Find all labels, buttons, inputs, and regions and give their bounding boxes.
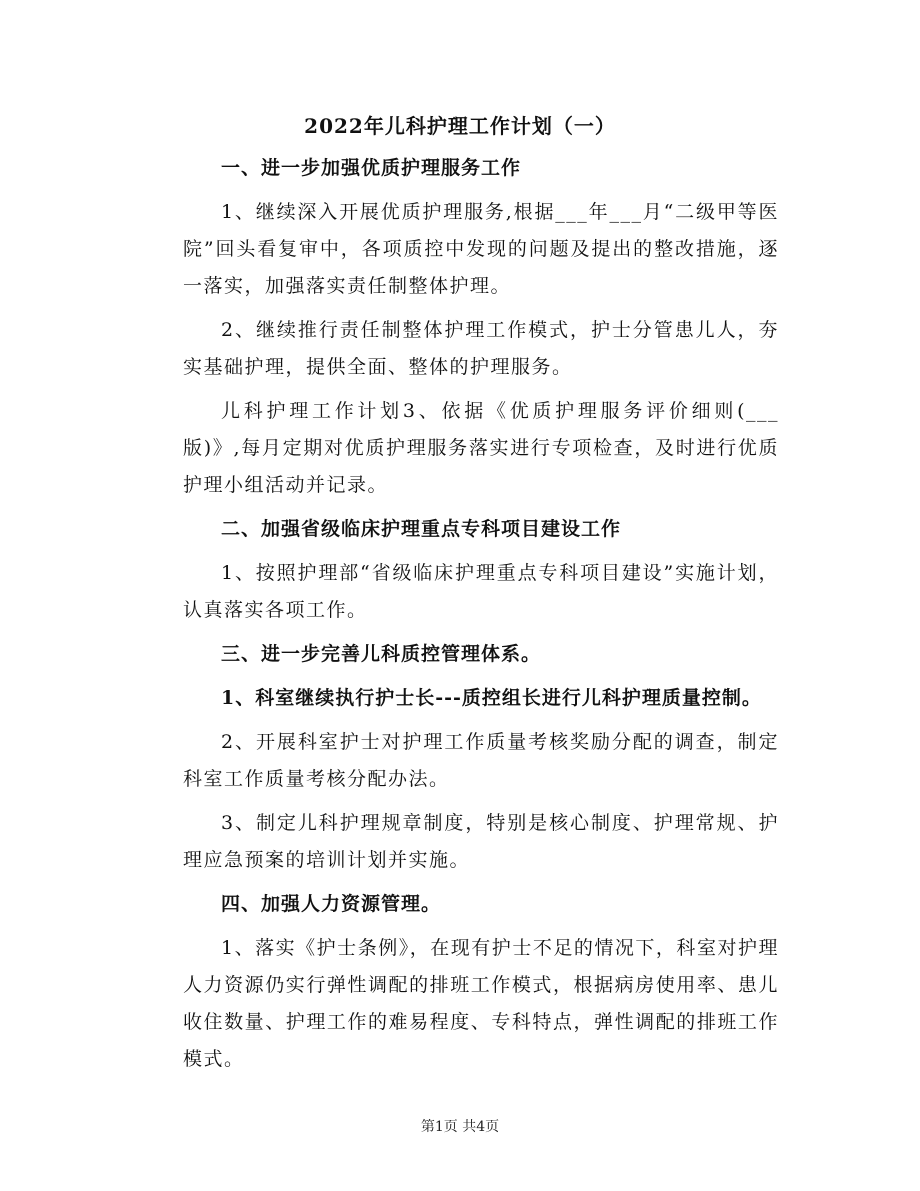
paragraph-1-1: 1、继续深入开展优质护理服务,根据___年___月“二级甲等医院”回头看复审中，各项质控中发现的问题及提出的整改措施，逐一落实，加强落实责任制整体护理。 [183,201,779,297]
section-heading-4: 四、加强人力资源管理。 [221,893,442,915]
subheading-3-1: 1、科室继续执行护士长---质控组长进行儿科护理质量控制。 [221,687,762,709]
paragraph-3-3: 3、制定儿科护理规章制度，特别是核心制度、护理常规、护理应急预案的培训计划并实施。 [183,812,779,871]
page-number-footer: 第1页 共4页 [420,1119,500,1135]
section-heading-3: 三、进一步完善儿科质控管理体系。 [221,643,542,665]
paragraph-1-2: 2、继续推行责任制整体护理工作模式，护士分管患儿人，夯实基础护理，提供全面、整体的护理服务。 [183,319,779,378]
document-body [183,150,779,1085]
paragraph-1-3: 儿科护理工作计划3、依据《优质护理服务评价细则(___版)》,每月定期对优质护理服务落实进行专项检查，及时进行优质护理小组活动并记录。 [183,400,779,496]
paragraph-3-2: 2、开展科室护士对护理工作质量考核奖励分配的调查，制定科室工作质量考核分配办法。 [183,731,779,790]
document-title: 2022年儿科护理工作计划（一） [304,114,616,138]
section-heading-2: 二、加强省级临床护理重点专科项目建设工作 [221,518,622,540]
paragraph-2-1: 1、按照护理部“省级临床护理重点专科项目建设”实施计划，认真落实各项工作。 [183,562,779,621]
section-heading-1: 一、进一步加强优质护理服务工作 [221,157,522,179]
paragraph-4-1: 1、落实《护士条例》，在现有护士不足的情况下，科室对护理人力资源仍实行弹性调配的排班工作模式，根据病房使用率、患儿收住数量、护理工作的难易程度、专科特点，弹性调配的排班工作模式。 [183,937,779,1070]
